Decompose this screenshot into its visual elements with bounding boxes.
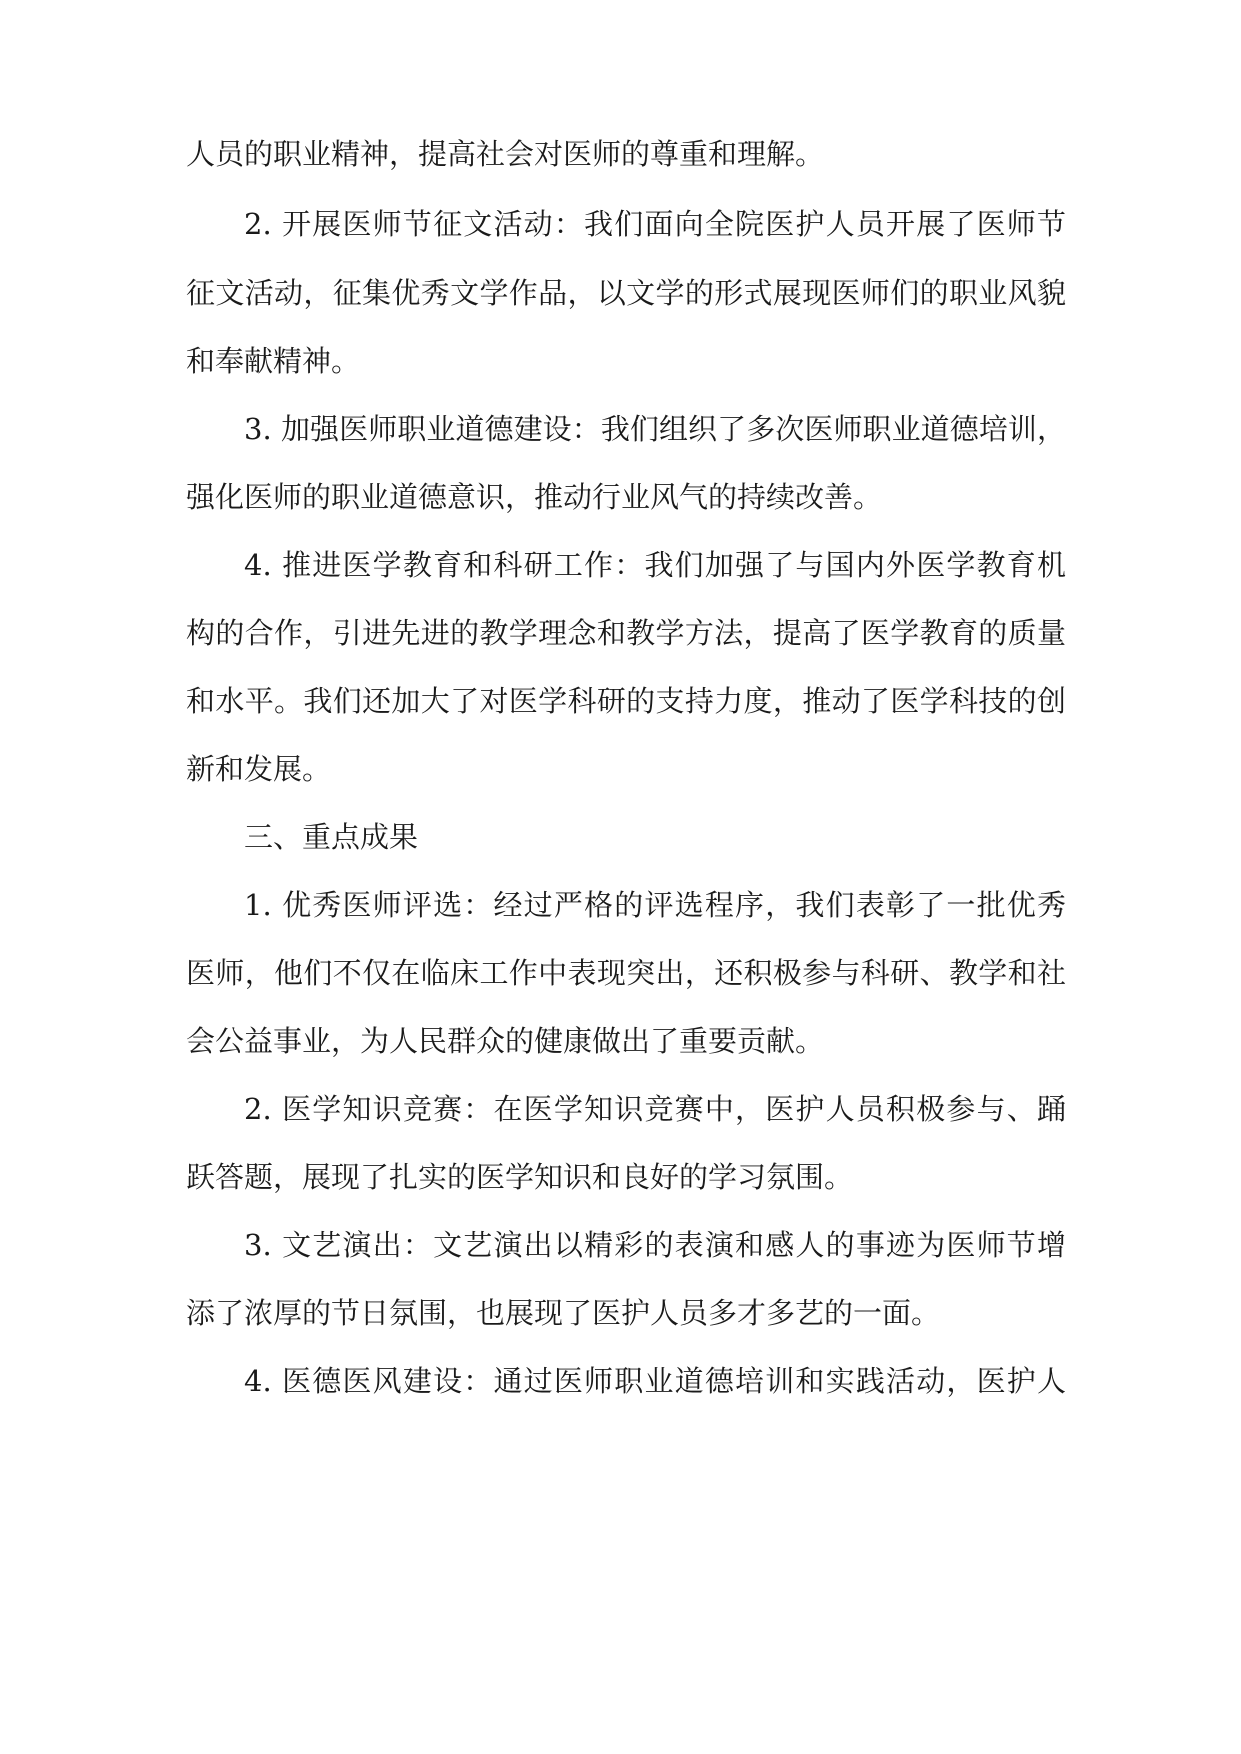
section-heading: 三、重点成果 [244, 820, 419, 854]
text-line: 医师，他们不仅在临床工作中表现突出，还积极参与科研、教学和社 [186, 956, 1066, 990]
text-line: 和水平。我们还加大了对医学科研的支持力度，推动了医学科技的创 [186, 684, 1066, 718]
text-line: 和奉献精神。 [186, 344, 361, 378]
text-line: 4. 推进医学教育和科研工作：我们加强了与国内外医学教育机 [244, 548, 1066, 582]
text-line: 构的合作，引进先进的教学理念和教学方法，提高了医学教育的质量 [186, 616, 1066, 650]
text-line: 会公益事业，为人民群众的健康做出了重要贡献。 [186, 1024, 825, 1058]
text-line: 人员的职业精神，提高社会对医师的尊重和理解。 [186, 137, 825, 171]
text-line: 1. 优秀医师评选：经过严格的评选程序，我们表彰了一批优秀 [244, 888, 1066, 922]
text-line: 强化医师的职业道德意识，推动行业风气的持续改善。 [186, 480, 883, 514]
text-line: 2. 开展医师节征文活动：我们面向全院医护人员开展了医师节 [244, 207, 1066, 241]
text-line: 2. 医学知识竞赛：在医学知识竞赛中，医护人员积极参与、踊 [244, 1092, 1066, 1126]
text-line: 4. 医德医风建设：通过医师职业道德培训和实践活动，医护人 [244, 1364, 1066, 1398]
text-line: 跃答题，展现了扎实的医学知识和良好的学习氛围。 [186, 1160, 854, 1194]
text-line: 3. 加强医师职业道德建设：我们组织了多次医师职业道德培训， [244, 412, 1066, 446]
text-line: 征文活动，征集优秀文学作品，以文学的形式展现医师们的职业风貌 [186, 276, 1066, 310]
text-line: 添了浓厚的节日氛围，也展现了医护人员多才多艺的一面。 [186, 1296, 941, 1330]
text-line: 新和发展。 [186, 752, 332, 786]
text-line: 3. 文艺演出：文艺演出以精彩的表演和感人的事迹为医师节增 [244, 1228, 1066, 1262]
